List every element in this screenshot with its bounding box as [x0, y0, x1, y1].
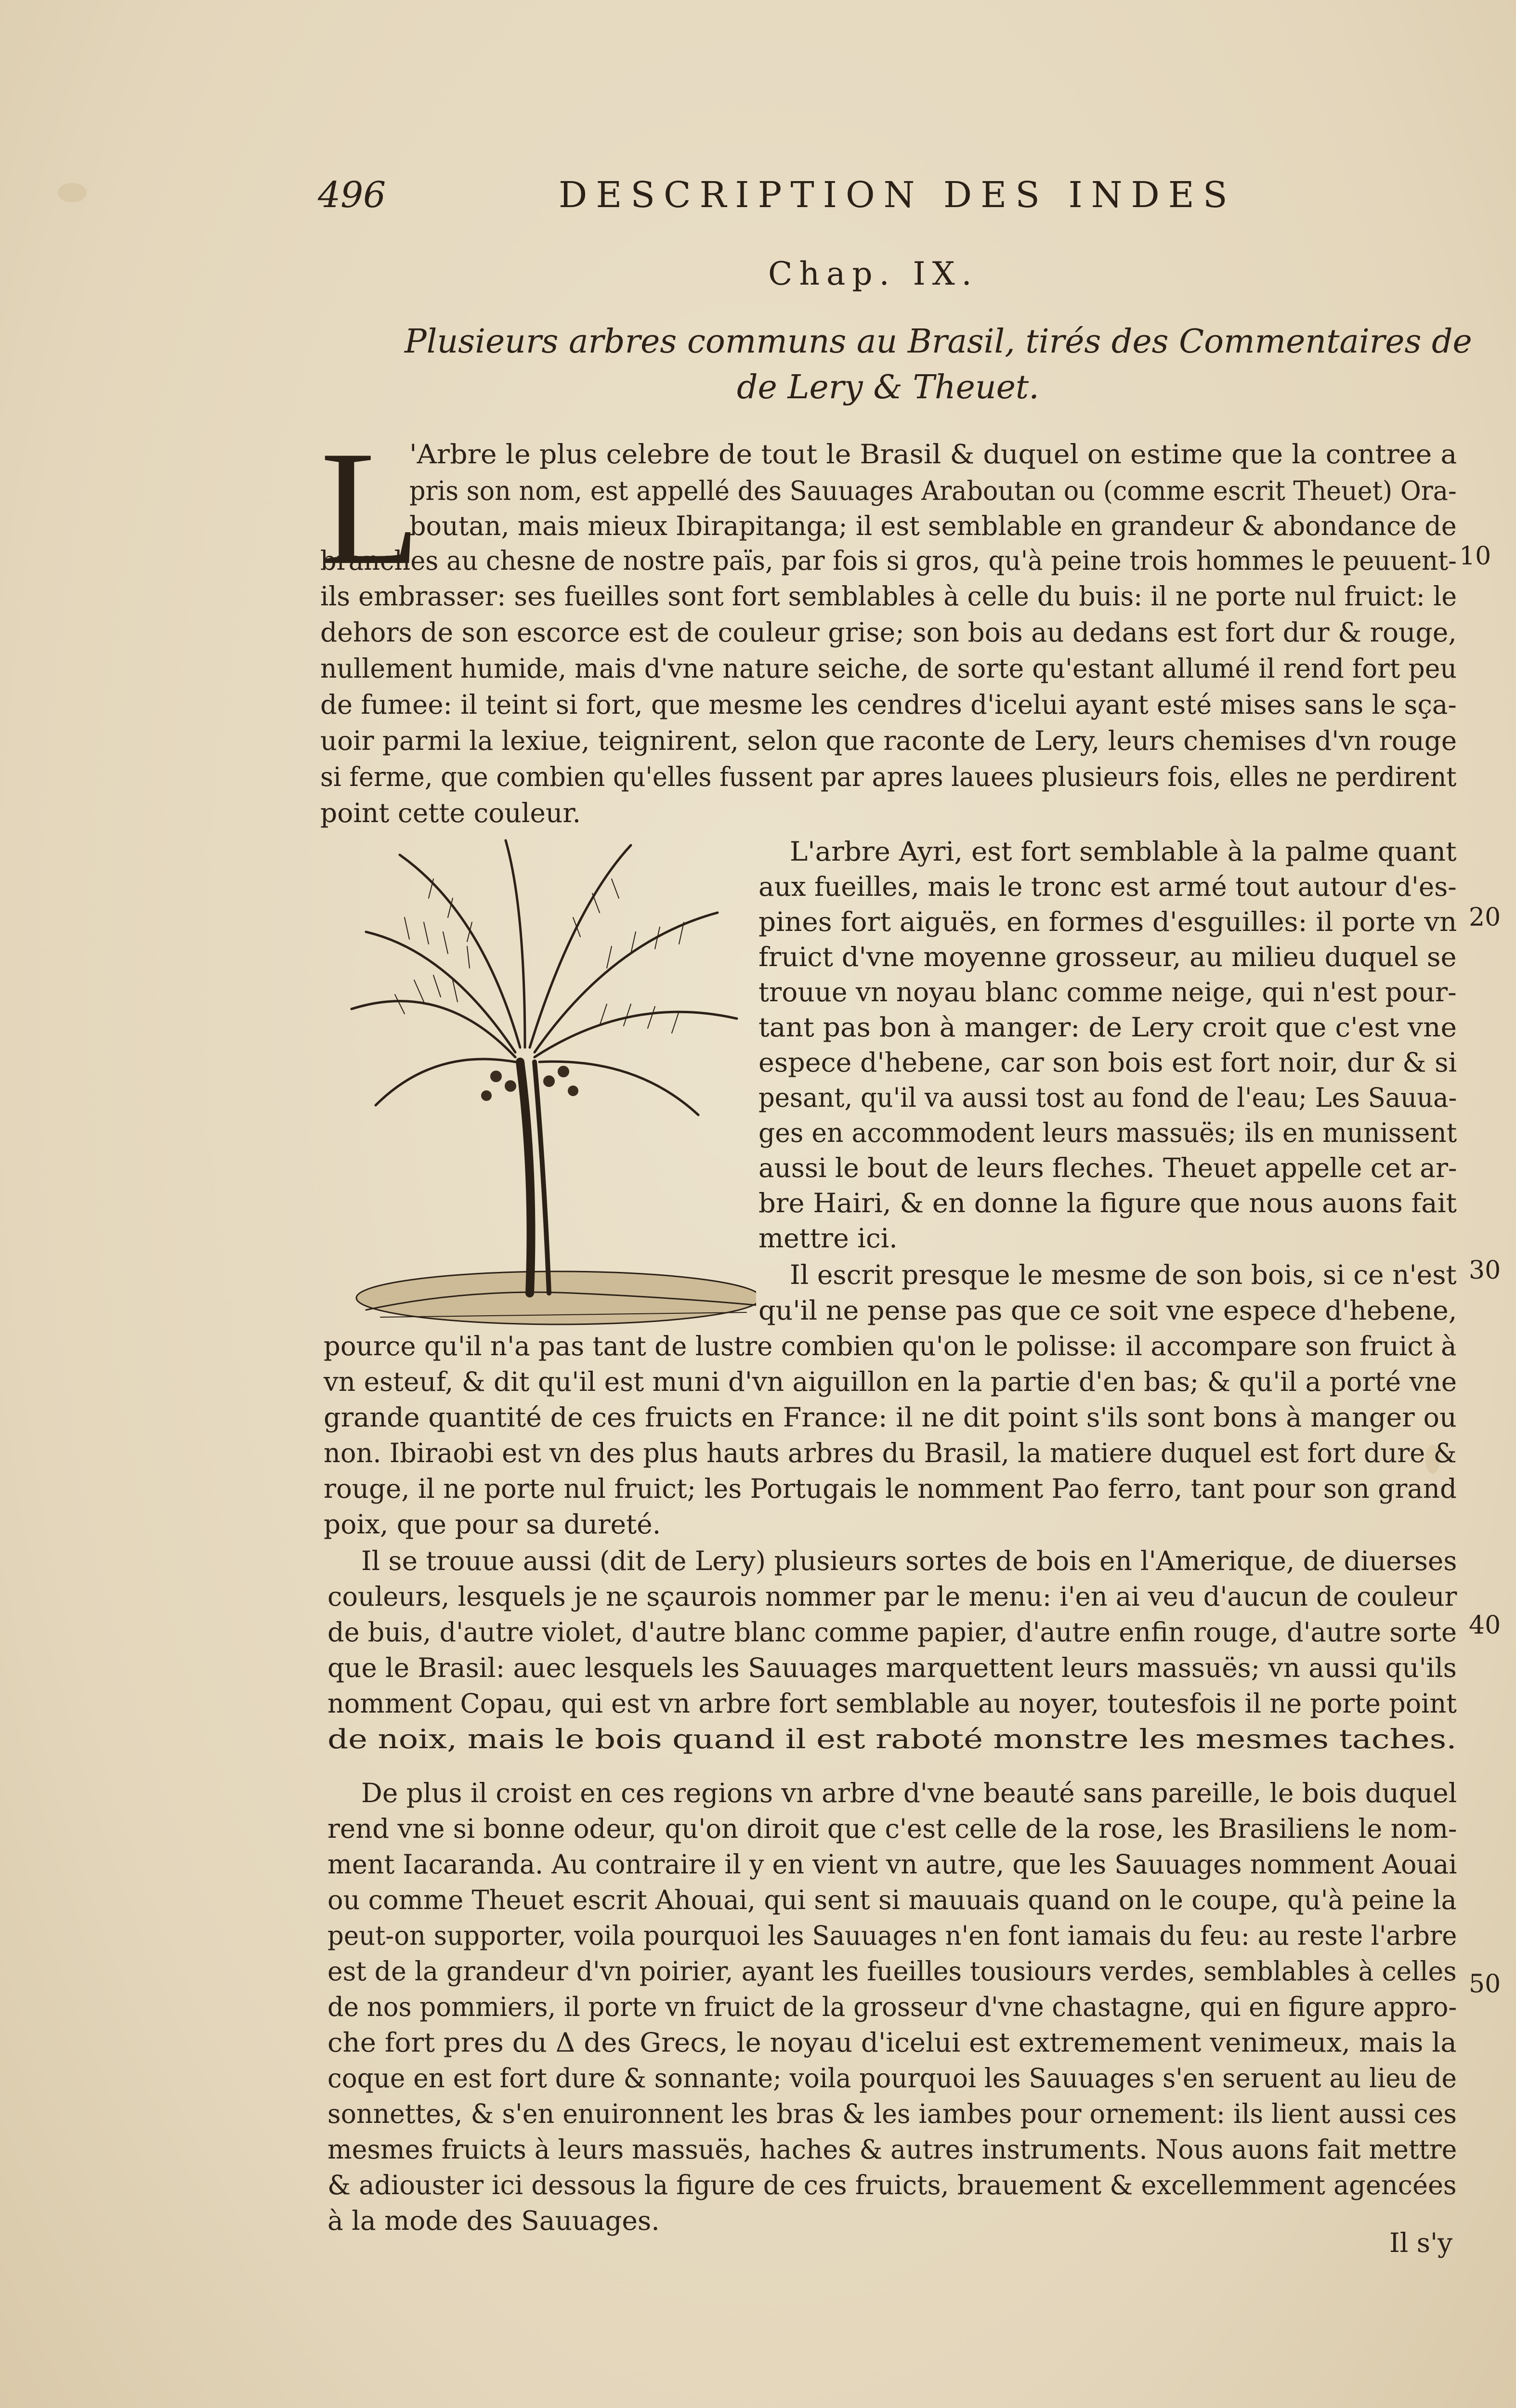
text-line: boutan, mais mieux Ibirapitanga; il est semblable en grandeur & abondance de — [409, 510, 1457, 541]
text-line: point cette couleur. — [320, 798, 581, 828]
chapter-title-line-1: Plusieurs arbres communs au Brasil, tirés des Commentaires de — [405, 323, 1472, 361]
page-number: 496 — [318, 174, 386, 216]
text-line: & adiouster ici dessous la figure de ces fruicts, brauement & excellemment agencées — [327, 2170, 1457, 2200]
text-line: pesant, qu'il va aussi tost au fond de l'eau; Les Sauua- — [758, 1082, 1457, 1113]
text-line: ou comme Theuet escrit Ahouai, qui sent si mauuais quand on le coupe, qu'à peine la — [327, 1885, 1457, 1915]
text-line: de buis, d'autre violet, d'autre blanc comme papier, d'autre enfin rouge, d'autre sorte — [327, 1617, 1457, 1648]
text-line: bre Hairi, & en donne la figure que nous auons fait — [758, 1188, 1457, 1218]
text-line: poix, que pour sa dureté. — [324, 1509, 661, 1540]
text-line: de fumee: il teint si fort, que mesme les cendres d'icelui ayant esté mises sans le sça- — [320, 689, 1457, 720]
paper-stain — [58, 183, 87, 202]
margin-line-number: 10 — [1459, 542, 1491, 571]
text-line: peut-on supporter, voila pourquoi les Sauuages n'en font iamais du feu: au reste l'arbre — [327, 1920, 1457, 1951]
text-line: De plus il croist en ces regions vn arbre d'vne beauté sans pareille, le bois duquel — [361, 1778, 1457, 1808]
text-line: mettre ici. — [758, 1223, 898, 1254]
text-line: pris son nom, est appellé des Sauuages Araboutan ou (comme escrit Theuet) Ora- — [409, 475, 1457, 506]
text-line: non. Ibiraobi est vn des plus hauts arbres du Brasil, la matiere duquel est fort dure & — [324, 1438, 1457, 1468]
text-line: rend vne si bonne odeur, qu'on diroit que c'est celle de la rose, les Brasiliens le nom- — [327, 1813, 1457, 1844]
text-line: pource qu'il n'a pas tant de lustre combien qu'on le polisse: il accompare son fruict à — [324, 1331, 1457, 1361]
text-line: branches au chesne de nostre païs, par fois si gros, qu'à peine trois hommes le peuuent- — [320, 545, 1457, 576]
text-line: mesmes fruicts à leurs massuës, haches & autres instruments. Nous auons fait mettre — [327, 2134, 1457, 2165]
text-line: grande quantité de ces fruicts en France: il ne dit point s'ils sont bons à manger ou — [324, 1402, 1457, 1433]
text-line: Il escrit presque le mesme de son bois, si ce n'est — [790, 1259, 1457, 1290]
text-line: che fort pres du Δ des Grecs, le noyau d'icelui est extremement venimeux, mais la — [327, 2027, 1457, 2058]
text-line: vn esteuf, & dit qu'il est muni d'vn aiguillon en la partie d'en bas; & qu'il a porté vne — [324, 1366, 1457, 1397]
text-line: est de la grandeur d'vn poirier, ayant les fueilles tousiours verdes, semblables à celles — [327, 1956, 1457, 1987]
text-line: aux fueilles, mais le tronc est armé tout autour d'es- — [758, 871, 1457, 902]
text-line: nullement humide, mais d'vne nature seiche, de sorte qu'estant allumé il rend fort peu — [320, 653, 1457, 684]
text-line: nomment Copau, qui est vn arbre fort semblable au noyer, toutesfois il ne porte point — [327, 1688, 1457, 1719]
text-line: espece d'hebene, car son bois est fort noir, dur & si — [758, 1047, 1457, 1078]
text-line: L'arbre Ayri, est fort semblable à la palme quant — [790, 836, 1457, 867]
text-line: si ferme, que combien qu'elles fussent par apres lauees plusieurs fois, elles ne perdirent — [320, 761, 1457, 792]
text-line: ges en accommodent leurs massuës; ils en munissent — [758, 1117, 1457, 1148]
text-line: rouge, il ne porte nul fruict; les Portugais le nomment Pao ferro, tant pour son grand — [324, 1473, 1457, 1504]
margin-line-number: 30 — [1469, 1256, 1501, 1285]
text-line: sonnettes, & s'en enuironnent les bras & les iambes pour ornement: ils lient aussi ces — [327, 2098, 1457, 2129]
text-line: ment Iacaranda. Au contraire il y en vient vn autre, que les Sauuages nomment Aouai — [327, 1849, 1457, 1880]
text-line: que le Brasil: auec lesquels les Sauuages marquettent leurs massuës; vn aussi qu'ils — [327, 1652, 1457, 1683]
text-line: de noix, mais le bois quand il est raboté monstre les mesmes taches. — [327, 1724, 1457, 1754]
text-line: trouue vn noyau blanc comme neige, qui n'est pour- — [758, 977, 1457, 1008]
text-line: uoir parmi la lexiue, teignirent, selon que raconte de Lery, leurs chemises d'vn rouge — [320, 725, 1457, 756]
running-head: DESCRIPTION DES INDES — [559, 174, 1236, 216]
margin-line-number: 20 — [1469, 903, 1501, 932]
text-line: 'Arbre le plus celebre de tout le Brasil & duquel on estime que la contree a — [409, 439, 1457, 470]
text-line: Il se trouue aussi (dit de Lery) plusieurs sortes de bois en l'Amerique, de diuerses — [361, 1545, 1457, 1576]
text-line: fruict d'vne moyenne grosseur, au milieu duquel se — [758, 942, 1457, 972]
chapter-title-line-2: de Lery & Theuet. — [737, 368, 1039, 406]
text-line: pines fort aiguës, en formes d'esguilles: il porte vn — [758, 906, 1457, 937]
text-line: tant pas bon à manger: de Lery croit que c'est vne — [758, 1012, 1457, 1043]
text-line: couleurs, lesquels je ne sçaurois nommer par le menu: i'en ai veu d'aucun de couleur — [327, 1581, 1457, 1612]
text-line: de nos pommiers, il porte vn fruict de la grosseur d'vne chastagne, qui en figure appro- — [327, 1991, 1457, 2022]
catchword: Il s'y — [1389, 2227, 1453, 2258]
text-line: qu'il ne pense pas que ce soit vne espece d'hebene, — [758, 1295, 1457, 1326]
text-line: à la mode des Sauuages. — [327, 2205, 660, 2236]
text-line: ils embrasser: ses fueilles sont fort semblables à celle du buis: il ne porte nul fruict: le — [320, 581, 1457, 612]
palm-tree-woodcut-figure — [323, 836, 756, 1341]
text-line: coque en est fort dure & sonnante; voila pourquoi les Sauuages s'en seruent au lieu de — [327, 2063, 1457, 2094]
drop-cap: L — [320, 417, 420, 599]
margin-line-number: 50 — [1469, 1970, 1501, 1999]
chapter-heading: Chap. IX. — [768, 255, 979, 292]
text-line: dehors de son escorce est de couleur grise; son bois au dedans est fort dur & rouge, — [320, 617, 1457, 648]
text-line: aussi le bout de leurs fleches. Theuet appelle cet ar- — [758, 1152, 1457, 1183]
margin-line-number: 40 — [1469, 1611, 1501, 1640]
